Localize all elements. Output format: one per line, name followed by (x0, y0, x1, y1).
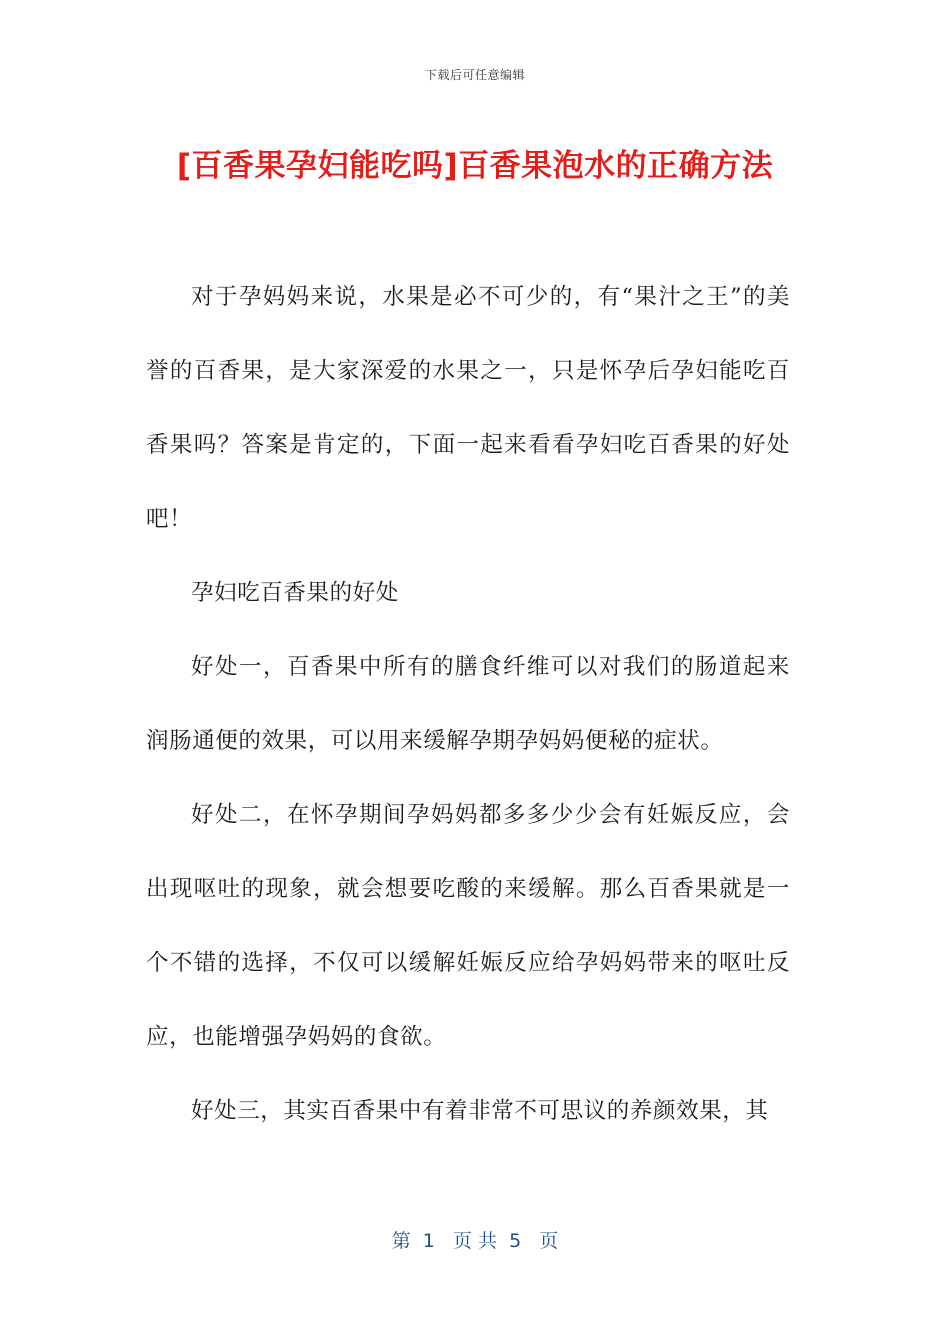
paragraph-benefit-one: 好处一，百香果中所有的膳食纤维可以对我们的肠道起来润肠通便的效果，可以用来缓解孕期孕妈妈便秘的症状。 (146, 654, 790, 754)
paragraph-benefit-three: 好处三，其实百香果中有着非常不可思议的养颜效果，其 (191, 1098, 769, 1124)
document-body (146, 260, 790, 1148)
paragraph-intro: 对于孕妈妈来说，水果是必不可少的，有“果汁之王”的美誉的百香果，是大家深爱的水果之一，只是怀孕后孕妇能吃百香果吗？答案是肯定的，下面一起来看看孕妇吃百香果的好处吧！ (146, 284, 790, 532)
page-number-footer: 第 1 页 共 5 页 (391, 1230, 559, 1252)
page-header-note: 下载后可任意编辑 (424, 68, 525, 82)
document-title: [百香果孕妇能吃吗]百香果泡水的正确方法 (176, 148, 774, 184)
section-heading-benefits: 孕妇吃百香果的好处 (191, 580, 399, 606)
paragraph-benefit-two: 好处二，在怀孕期间孕妈妈都多多少少会有妊娠反应，会出现呕吐的现象，就会想要吃酸的来缓解。那么百香果就是一个不错的选择，不仅可以缓解妊娠反应给孕妈妈带来的呕吐反应，也能增强孕妈妈的食欲。 (146, 802, 790, 1050)
